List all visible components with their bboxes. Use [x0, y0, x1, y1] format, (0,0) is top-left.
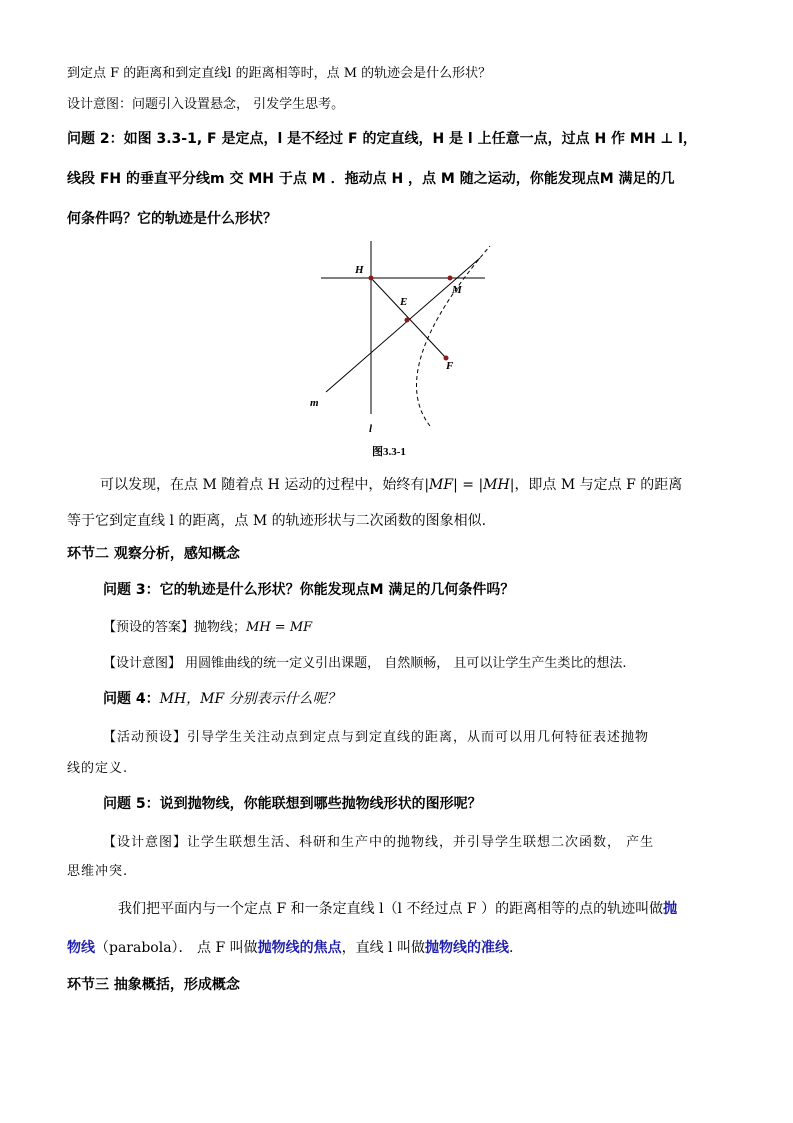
finding-line-1	[100, 474, 682, 494]
question-4	[103, 688, 341, 708]
design-intent-line: 设计意图：问题引入设置悬念， 引发学生思考。	[67, 97, 345, 112]
term-directrix: 抛物线的准线	[425, 940, 510, 956]
finding-line-2: 等于它到定直线 l 的距离，点 M 的轨迹形状与二次函数的图象相似.	[67, 513, 487, 529]
q4-text: MH，MF 分别表示什么呢？	[159, 691, 341, 707]
intro-line: 到定点 F 的距离和到定直线l 的距离相等时，点 M 的轨迹会是什么形状？	[67, 66, 492, 81]
q5-design-line-2: 思维冲突.	[67, 864, 129, 879]
q4-activity-line-1: 【活动预设】引导学生关注动点到定点与到定直线的距离，从而可以用几何特征表述抛物	[103, 730, 650, 745]
parabola-curve	[417, 246, 491, 426]
definition-part-1: 我们把平面内与一个定点 F 和一条定直线 l（l 不经过点 F ）的距离相等的点的轨迹叫做	[118, 901, 664, 917]
question-3: 问题 3：它的轨迹是什么形状？你能发现点M 满足的几何条件吗？	[103, 582, 515, 598]
q5-design-line-1: 【设计意图】让学生联想生活、科研和生产中的抛物线，并引导学生联想二次函数， 产生	[103, 835, 655, 850]
point-e	[405, 318, 410, 323]
section-2-heading: 环节二 观察分析，感知概念	[67, 546, 240, 562]
figure-caption: 图3.3-1	[372, 446, 406, 458]
question-2-line-3: 何条件吗？它的轨迹是什么形状？	[67, 211, 277, 227]
label-h: H	[355, 264, 364, 276]
label-m: M	[452, 284, 462, 296]
definition-part-2: （parabola）． 点 F 叫做	[95, 940, 258, 956]
point-m	[448, 276, 453, 281]
definition-line-2	[67, 937, 513, 957]
label-f: F	[446, 360, 454, 372]
q3-answer-label: 【预设的答案】抛物线；	[103, 620, 247, 635]
term-parabola-end: 物线	[67, 940, 95, 956]
definition-line-1	[118, 898, 677, 918]
question-2-line-2: 线段 FH 的垂直平分线m 交 MH 于点 M ．拖动点 H ，点 M 随之运动，你能发现点M 满足的几	[67, 171, 675, 187]
section-3-heading: 环节三 抽象概括，形成概念	[67, 977, 240, 993]
parabola-figure	[300, 238, 510, 460]
definition-part-4: .	[509, 940, 514, 956]
q4-activity-line-2: 线的定义.	[67, 761, 129, 776]
finding-formula: |MF| = |MH|	[424, 477, 515, 493]
term-parabola-start: 抛	[663, 901, 678, 917]
label-l-line: l	[369, 423, 373, 435]
point-h	[369, 276, 374, 281]
finding-text-b: ，即点 M 与定点 F 的距离	[514, 477, 683, 493]
label-m-line: m	[310, 397, 319, 409]
definition-part-3: ，直线 l 叫做	[341, 940, 426, 956]
q3-answer-formula: MH = MF	[246, 620, 313, 635]
label-e: E	[400, 296, 408, 308]
question-5: 问题 5：说到抛物线，你能联想到哪些抛物线形状的图形呢？	[103, 796, 482, 812]
q3-answer	[103, 616, 312, 635]
q3-design-intent: 【设计意图】 用圆锥曲线的统一定义引出课题， 自然顺畅， 且可以让学生产生类比的想法.	[103, 656, 627, 671]
q4-label: 问题 4：	[103, 691, 160, 707]
term-focus: 抛物线的焦点	[257, 940, 342, 956]
question-2-line-1: 问题 2：如图 3.3-1, F 是定点，l 是不经过 F 的定直线，H 是 l 上任意一点，过点 H 作 MH ⊥ l，	[67, 131, 697, 147]
finding-text-a: 可以发现，在点 M 随着点 H 运动的过程中，始终有	[100, 477, 425, 493]
